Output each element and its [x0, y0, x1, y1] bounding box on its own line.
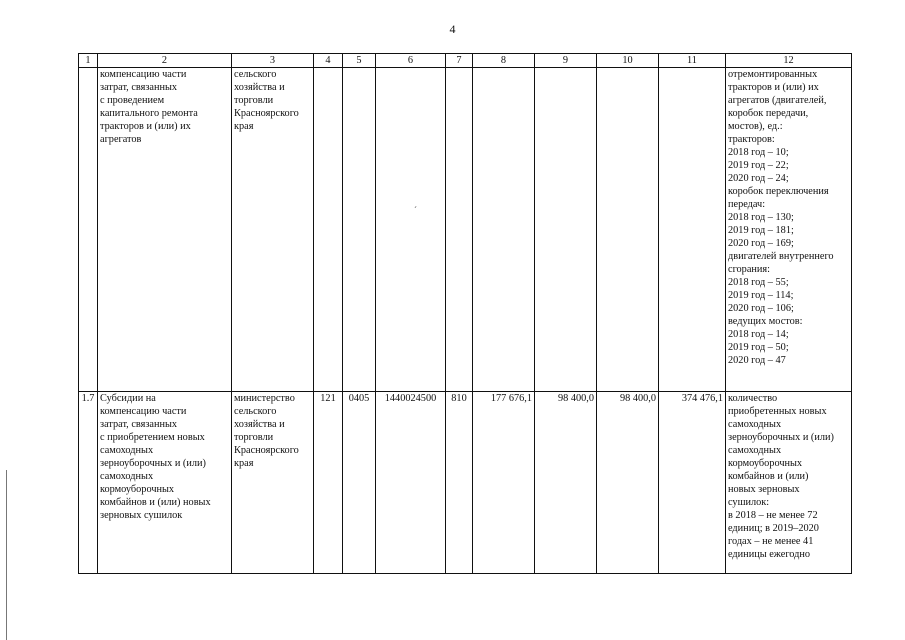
col-header: 8 — [473, 54, 535, 68]
col-header: 6 — [376, 54, 446, 68]
cell-vr — [446, 68, 473, 392]
cell-amount-2018: 177 676,1 — [473, 392, 535, 574]
cell-amount-2019: 98 400,0 — [535, 392, 597, 574]
cell-expected-result: отремонтированных тракторов и (или) их агрегатов (двигателей, коробок передачи, мостов), ед.: тракторов: 2018 год – 10; 2019 год – 22; 2020 год – 24; коробок переключения передач: 2018 год – 130; 2019 год – 181; 2020 год – 169; двигателей внутреннего сгорания: 2018 год – 55; 2019 год – 114; 2020 год – 106; ведущих мостов: 2018 год – 14; 2019 год – 50; 2020 год – 47 — [726, 68, 852, 392]
cell-administrator: сельского хозяйства и торговли Красноярского края — [232, 68, 314, 392]
scan-mark: ˊ — [414, 205, 417, 215]
col-header: 12 — [726, 54, 852, 68]
col-header: 1 — [79, 54, 98, 68]
col-header: 11 — [659, 54, 726, 68]
cell-grbs — [314, 68, 343, 392]
cell-amount-2020: 98 400,0 — [597, 392, 659, 574]
cell-amount-2018 — [473, 68, 535, 392]
col-header: 5 — [343, 54, 376, 68]
col-header: 2 — [98, 54, 232, 68]
cell-rzpr: 0405 — [343, 392, 376, 574]
cell-expected-result: количество приобретенных новых самоходных зерноуборочных и (или) самоходных кормоуборочных комбайнов и (или) новых зерновых сушилок: в 2018 – не менее 72 единиц; в 2019–2020 годах – не менее 41 единицы ежегодно — [726, 392, 852, 574]
scan-edge-line — [6, 470, 7, 640]
cell-amount-total: 374 476,1 — [659, 392, 726, 574]
col-header: 4 — [314, 54, 343, 68]
col-header: 10 — [597, 54, 659, 68]
col-header: 3 — [232, 54, 314, 68]
cell-amount-total — [659, 68, 726, 392]
cell-csr: 1440024500 — [376, 392, 446, 574]
cell-number — [79, 68, 98, 392]
cell-grbs: 121 — [314, 392, 343, 574]
col-header: 7 — [446, 54, 473, 68]
table-row — [79, 392, 852, 574]
cell-vr: 810 — [446, 392, 473, 574]
cell-csr — [376, 68, 446, 392]
budget-table — [78, 53, 852, 574]
cell-measure-name: компенсацию части затрат, связанных с проведением капитального ремонта тракторов и (или) их агрегатов — [98, 68, 232, 392]
cell-amount-2019 — [535, 68, 597, 392]
cell-administrator: министерство сельского хозяйства и торговли Красноярского края — [232, 392, 314, 574]
cell-number: 1.7 — [79, 392, 98, 574]
cell-measure-name: Субсидии на компенсацию части затрат, связанных с приобретением новых самоходных зерноуборочных и (или) самоходных кормоуборочных комбайнов и (или) новых зерновых сушилок — [98, 392, 232, 574]
table-row — [79, 68, 852, 392]
cell-rzpr — [343, 68, 376, 392]
header-row — [79, 54, 852, 68]
cell-amount-2020 — [597, 68, 659, 392]
col-header: 9 — [535, 54, 597, 68]
page-number: 4 — [449, 22, 456, 36]
